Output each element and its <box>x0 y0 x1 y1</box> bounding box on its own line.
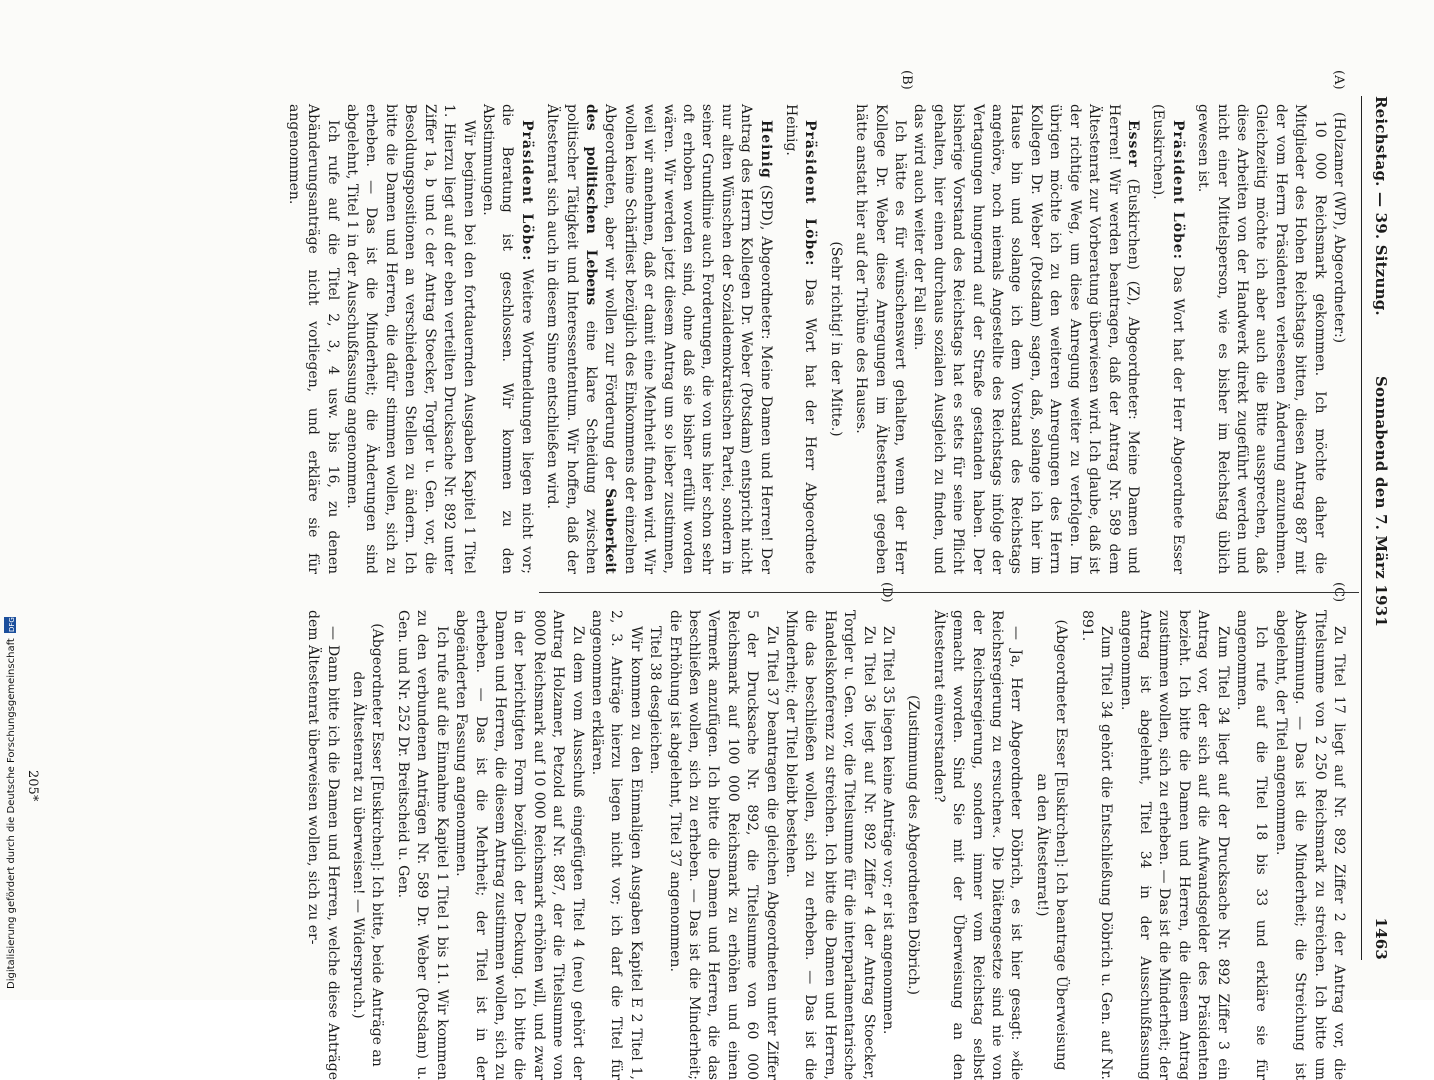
paragraph: Zu dem vom Ausschuß eingefügten Titel 4 (neu) gehört der Antrag Holzamer, Petzold auf Nr. 887, der die Titelsumme von 8000 Reichsmark auf 10 000 Reichsmark erhöhen will, und zwar in der berichtigten Form bezüglich der Deckung. Ich bitte die Damen und Herren, die diesem Antrag zustimmen wollen, sich zu erheben. — Das ist die Mehrheit; der Titel ist in der abgeänderten Fassung angenommen. <box>453 610 586 1080</box>
speech <box>1148 104 1187 574</box>
paragraph: Zum Titel 34 liegt auf der Drucksache Nr. 892 Ziffer 3 ein Antrag vor, der sich auf die Aufwandsgelder des Präsidenten bezieht. Ich bitte die Damen und Herren, die diesem Antrag zustimmen wollen, sich zu erheben. — Das ist die Minderheit; der Antrag ist abgelehnt, Titel 34 in der Ausschußfassung angenommen. <box>1117 610 1231 1080</box>
paragraph: 10 000 Reichsmark gekommen. Ich möchte daher die Mitglieder des Hohen Reichstags bitten, diesen Antrag 887 mit der vom Herrn Präsidenten verlesenen Änderung anzunehmen. Gleichzeitig möchte ich aber auch die Bitte aussprechen, daß diese Arbeiten von der Handwerk direkt zugeführt werden und nicht einer Mittelsperson, wie es bisher im Reichstag üblich gewesen ist. <box>1195 104 1328 574</box>
speech-text: Das Wort hat der Herr Abgeordnete Heinig. <box>783 104 819 575</box>
margin-marker-b: (B) <box>899 70 914 90</box>
paragraph: Ich rufe auf die Titel 2, 3, 4 usw. bis 16, zu denen Abänderungsanträge nicht vorliegen, und erkläre sie für angenommen. <box>285 104 341 574</box>
interjection: (Abgeordneter Esser [Euskirchen]: Ich beantrage Überweisung an den Ältestenrat!) <box>1033 619 1070 1071</box>
speech <box>478 104 536 574</box>
paragraph: Zu Titel 35 liegen keine Anträge vor; er ist angenommen. <box>880 626 897 1035</box>
speech <box>781 104 820 574</box>
paragraph: Zum Titel 34 gehört die Entschließung Döbrich u. Gen. auf Nr. 891. <box>1078 610 1115 1080</box>
header-date: Sonnabend den 7. März 1931 <box>1372 376 1390 627</box>
paragraph: Zu Titel 36 liegt auf Nr. 892 Ziffer 4 der Antrag Stoecker, Torgler u. Gen. vor, die Titelsumme für die interparlamentarische Handelskonferenz zu streichen. Ich bitte die Damen und Herren, die das beschließen wollen, sich zu erheben. — Das ist die Minderheit; der Titel bleibt bestehen. <box>783 610 877 1080</box>
right-column <box>303 610 1348 1080</box>
paragraph: (Holzamer (WP), Abgeordneter:) <box>1331 112 1347 344</box>
emphasis-text: Sauberkeit des politischen Lebens <box>582 104 619 575</box>
speaker-name: Präsident Löbe: <box>1169 120 1186 260</box>
speaker-name: Heinig <box>757 120 774 179</box>
paragraph: Zu Titel 37 beantragen die gleichen Abgeordneten unter Ziffer 5 der Drucksache Nr. 892, die Titelsumme von 60 000 Reichsmark auf 100 000 Reichsmark zu erhöhen und einen Vermerk anzufügen. Ich bitte die Damen und Herren, die das beschließen wollen, sich zu erheben. — Das ist die Minderheit; die Erhöhung ist abgelehnt, Titel 37 angenommen. <box>666 610 780 1080</box>
footer-signature: 205* <box>25 770 40 802</box>
header-rule <box>1361 96 1362 960</box>
interjection: (Sehr richtig! in der Mitte.) <box>827 241 844 437</box>
speech-text: Das Wort hat der Herr Abgeordnete Esser (Euskirchen). <box>1150 104 1186 574</box>
paragraph: Zu Titel 17 liegt auf Nr. 892 Ziffer 2 der Antrag vor, die Titelsumme von 2 250 Reichsmark zu streichen. Ich bitte um Abstimmung. — Das ist die Minderheit; die Streichung ist abgelehnt, der Titel angenommen. <box>1272 610 1347 1080</box>
credit-text: Digitalisierung gefördert durch die Deutsche Forschungsgemeinschaft <box>6 638 17 989</box>
margin-marker-c: (C) <box>1331 582 1346 603</box>
page-number: 1463 <box>1372 917 1390 960</box>
speech-text: (SPD), Abgeordneter: Meine Damen und Herren! Der Antrag des Herrn Kollegen Dr. Weber (Potsdam) entspricht nicht nur alten Wünschen der Sozialdemokratischen Partei, sondern in seiner Grundlinie auch Forderungen, die von uns hier schon sehr oft erhoben worden sind, ohne daß sie bisher erfüllt worden wären. Wir werden jetzt diesem Antrag um so lieber zustimmen, weil wir annehmen, daß er damit eine Mehrheit finden wird. Wir wollen keine Schärfliest bezüglich des Einkommens der einzelnen Abgeordneten, aber wir wollen zur Förderung der <box>602 104 774 575</box>
paragraph: Titel 38 desgleichen. <box>647 626 664 775</box>
speech-text: eine klare Scheidung zwischen politischer Tätigkeit und Interessententum. Wir hoffen, daß der Ältestenrat sich auch in diesem Sinne entschließen wird. <box>544 104 599 574</box>
paragraph: — Dann bitte ich die Damen und Herren, welche diese Anträge dem Ältestenrat überweisen wollen, sich zu er- <box>305 610 341 1080</box>
speaker-name: Präsident Löbe: <box>518 120 535 262</box>
paragraph: Wir beginnen bei den fortdauernden Ausgaben Kapitel 1 Titel 1. Hierzu liegt auf der eben verteilten Drucksache Nr. 892 unter Ziffer 1a, b und c der Antrag Stoecker, Torgler u. Gen. vor, die Besoldungspositionen an verschiedenen Stellen zu ändern. Ich bitte die Damen und Herren, die dafür stimmen wollen, sich zu erheben. — Das ist die Minderheit; die Änderungen sind abgelehnt, Titel 1 in der Ausschußfassung angenommen. <box>344 104 477 574</box>
speaker-name: Esser <box>1124 120 1141 168</box>
interjection: (Zustimmung des Abgeordneten Döbrich.) <box>905 694 922 995</box>
speech-text: (Euskirchen) (Z), Abgeordneter: Meine Damen und Herren! Wir werden beantragen, daß der Antrag Nr. 589 dem Ältestenrat zur Vorberatung überwiesen wird. Ich glaube, daß ist der richtige Weg, um diese Anregung weiter zu verfolgen. Im übrigen möchte ich zu den weiteren Anregungen des Herrn Kollegen Dr. Weber (Potsdam) sagen, daß, solange ich hier im Hause bin und solange ich dem Vorstand des Reichstags angehöre, noch niemals Angestellte des Reichstags infolge der Vertagungen hungernd auf der Straße gestanden haben. Der bisherige Vorstand des Reichstags hat es stets für seine Pflicht gehalten, hier einen durchaus sozialen Ausgleich zu finden, und das wird auch weiter der Fall sein. <box>911 104 1141 575</box>
speech <box>909 104 1142 574</box>
margin-marker-d: (D) <box>879 582 894 603</box>
speech-text: Weitere Wortmeldungen liegen nicht vor; die Beratung ist geschlossen. Wir kommen zu den Abstimmungen. <box>479 104 535 575</box>
interjection: (Abgeordneter Esser [Euskirchen]: Ich bitte, beide Anträge an den Ältestenrat zu überweisen! — Widerspruch.) <box>350 623 386 1067</box>
paragraph: Ich rufe auf die Titel 18 bis 33 und erkläre sie für angenommen. <box>1233 610 1270 1080</box>
margin-marker-a: (A) <box>1331 70 1346 90</box>
header-session: Reichstag. — 39. Sitzung. <box>1372 96 1390 316</box>
digitization-credit <box>4 605 20 989</box>
paragraph: Ich hätte es für wünschenswert gehalten, wenn der Herr Kollege Dr. Weber diese Anregungen im Ältestenrat gegeben hätte anstatt hier auf der Tribüne des Hauses. <box>853 104 909 574</box>
paragraph: — Ja, Herr Abgeordneter Döbrich, es ist hier gesagt: »die Reichsregierung zu ersuchen«. Die Diätengesetze sind nie von der Reichsregierung, sondern immer vom Reichstag selbst gemacht worden. Sind Sie mit der Überweisung an den Ältestenrat einverstanden? <box>930 610 1025 1080</box>
paragraph: Wir kommen zu den Einmaligen Ausgaben Kapitel E 2 Titel 1, 2, 3. Anträge hierzu liegen nicht vor; ich darf die Titel für angenommen erklären. <box>588 610 644 1080</box>
paragraph: Ich rufe auf die Einnahme Kapitel 1 Titel 1 bis 11. Wir kommen zu den verbundenen Anträgen Nr. 589 Dr. Weber (Potsdam) u. Gen. und Nr. 252 Dr. Breitscheid u. Gen. <box>394 610 450 1080</box>
speech <box>542 104 775 574</box>
column-divider <box>539 592 1359 593</box>
speaker-name: Präsident Löbe: <box>802 120 819 267</box>
running-header <box>1366 96 1390 960</box>
dfg-logo: DFG <box>4 617 16 633</box>
left-column <box>283 104 1348 574</box>
